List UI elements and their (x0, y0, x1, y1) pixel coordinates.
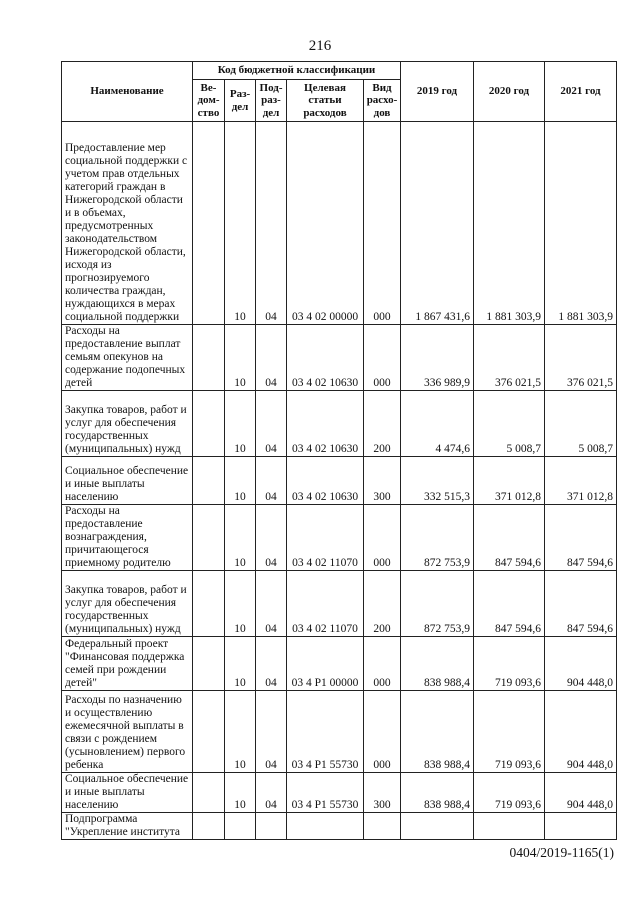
row-name: Закупка товаров, работ и услуг для обеспечения государственных (муниципальных) нужд (62, 391, 193, 457)
row-value-2020: 1 881 303,9 (474, 122, 545, 325)
row-target-article: 03 4 02 10630 (287, 457, 364, 505)
row-podrazdel: 04 (256, 571, 287, 637)
row-value-2019 (401, 813, 474, 840)
row-name: Предоставление мер социальной поддержки с учетом прав отдельных категорий граждан в Нижегородской области и в объемах, предусмотренных законодательством Нижегородской области, исходя из прогнозируемого количества граждан, нуждающихся в мерах социальной поддержки (62, 122, 193, 325)
row-expense-type: 000 (364, 637, 401, 691)
row-vedomstvo (193, 122, 225, 325)
row-value-2020: 376 021,5 (474, 325, 545, 391)
row-podrazdel: 04 (256, 457, 287, 505)
header-budget-classification: Код бюджетной классификации (193, 62, 401, 80)
row-vedomstvo (193, 773, 225, 813)
row-value-2020: 719 093,6 (474, 691, 545, 773)
row-target-article: 03 4 P1 00000 (287, 637, 364, 691)
row-target-article: 03 4 P1 55730 (287, 773, 364, 813)
row-vedomstvo (193, 691, 225, 773)
table-row (62, 457, 617, 505)
row-name: Федеральный проект "Финансовая поддержка семей при рождении детей" (62, 637, 193, 691)
row-expense-type: 300 (364, 773, 401, 813)
row-expense-type: 200 (364, 391, 401, 457)
row-podrazdel: 04 (256, 691, 287, 773)
row-value-2019: 336 989,9 (401, 325, 474, 391)
row-name: Социальное обеспечение и иные выплаты населению (62, 773, 193, 813)
header-razdel: Раз-дел (225, 80, 256, 122)
header-target-article: Целевая статьи расходов (287, 80, 364, 122)
table-row (62, 391, 617, 457)
row-value-2020: 719 093,6 (474, 637, 545, 691)
row-name: Расходы по назначению и осуществлению ежемесячной выплаты в связи с рождением (усыновлением) первого ребенка (62, 691, 193, 773)
row-expense-type (364, 813, 401, 840)
row-razdel: 10 (225, 691, 256, 773)
row-target-article (287, 813, 364, 840)
row-razdel: 10 (225, 571, 256, 637)
row-target-article: 03 4 02 00000 (287, 122, 364, 325)
row-value-2020: 5 008,7 (474, 391, 545, 457)
row-value-2020: 847 594,6 (474, 505, 545, 571)
row-podrazdel: 04 (256, 325, 287, 391)
row-vedomstvo (193, 637, 225, 691)
row-value-2020 (474, 813, 545, 840)
header-year-2021: 2021 год (545, 62, 617, 122)
row-value-2019: 838 988,4 (401, 691, 474, 773)
table-row (62, 325, 617, 391)
row-name: Подпрограмма "Укрепление института (62, 813, 193, 840)
row-razdel: 10 (225, 325, 256, 391)
row-name: Расходы на предоставление выплат семьям опекунов на содержание подопечных детей (62, 325, 193, 391)
row-value-2021: 847 594,6 (545, 505, 617, 571)
header-name: Наименование (62, 62, 193, 122)
row-podrazdel: 04 (256, 637, 287, 691)
row-expense-type: 000 (364, 505, 401, 571)
row-value-2021: 904 448,0 (545, 637, 617, 691)
row-podrazdel: 04 (256, 391, 287, 457)
header-year-2020: 2020 год (474, 62, 545, 122)
row-name: Социальное обеспечение и иные выплаты населению (62, 457, 193, 505)
row-razdel: 10 (225, 391, 256, 457)
table-row (62, 122, 617, 325)
row-razdel (225, 813, 256, 840)
header-vedomstvo: Ве-дом-ство (193, 80, 225, 122)
row-target-article: 03 4 02 11070 (287, 505, 364, 571)
row-target-article: 03 4 02 10630 (287, 391, 364, 457)
document-code: 0404/2019-1165(1) (509, 845, 614, 860)
row-value-2020: 371 012,8 (474, 457, 545, 505)
row-expense-type: 000 (364, 325, 401, 391)
row-value-2019: 838 988,4 (401, 773, 474, 813)
table-row (62, 691, 617, 773)
row-value-2019: 1 867 431,6 (401, 122, 474, 325)
row-value-2019: 838 988,4 (401, 637, 474, 691)
row-podrazdel: 04 (256, 505, 287, 571)
row-value-2021: 904 448,0 (545, 773, 617, 813)
row-value-2021: 5 008,7 (545, 391, 617, 457)
row-value-2020: 719 093,6 (474, 773, 545, 813)
row-vedomstvo (193, 505, 225, 571)
row-razdel: 10 (225, 505, 256, 571)
row-value-2020: 847 594,6 (474, 571, 545, 637)
row-razdel: 10 (225, 773, 256, 813)
row-vedomstvo (193, 813, 225, 840)
table-row (62, 813, 617, 840)
row-vedomstvo (193, 391, 225, 457)
row-vedomstvo (193, 457, 225, 505)
row-value-2019: 872 753,9 (401, 571, 474, 637)
row-value-2021: 904 448,0 (545, 691, 617, 773)
row-podrazdel: 04 (256, 773, 287, 813)
row-razdel: 10 (225, 457, 256, 505)
row-target-article: 03 4 02 11070 (287, 571, 364, 637)
row-expense-type: 000 (364, 122, 401, 325)
row-razdel: 10 (225, 122, 256, 325)
row-value-2019: 332 515,3 (401, 457, 474, 505)
row-razdel: 10 (225, 637, 256, 691)
row-value-2021 (545, 813, 617, 840)
row-vedomstvo (193, 571, 225, 637)
row-target-article: 03 4 02 10630 (287, 325, 364, 391)
header-podrazdel: Под-раз-дел (256, 80, 287, 122)
row-vedomstvo (193, 325, 225, 391)
row-name: Расходы на предоставление вознаграждения, причитающегося приемному родителю (62, 505, 193, 571)
row-name: Закупка товаров, работ и услуг для обеспечения государственных (муниципальных) нужд (62, 571, 193, 637)
table-row (62, 637, 617, 691)
table-row (62, 773, 617, 813)
row-value-2021: 847 594,6 (545, 571, 617, 637)
page-number: 216 (308, 38, 332, 54)
row-value-2021: 371 012,8 (545, 457, 617, 505)
row-podrazdel (256, 813, 287, 840)
header-year-2019: 2019 год (401, 62, 474, 122)
row-expense-type: 300 (364, 457, 401, 505)
table-row (62, 505, 617, 571)
row-value-2021: 1 881 303,9 (545, 122, 617, 325)
row-value-2019: 872 753,9 (401, 505, 474, 571)
row-podrazdel: 04 (256, 122, 287, 325)
row-value-2019: 4 474,6 (401, 391, 474, 457)
header-expense-type: Вид расхо-дов (364, 80, 401, 122)
budget-table (61, 61, 617, 840)
row-target-article: 03 4 P1 55730 (287, 691, 364, 773)
row-expense-type: 000 (364, 691, 401, 773)
table-row (62, 571, 617, 637)
row-expense-type: 200 (364, 571, 401, 637)
row-value-2021: 376 021,5 (545, 325, 617, 391)
